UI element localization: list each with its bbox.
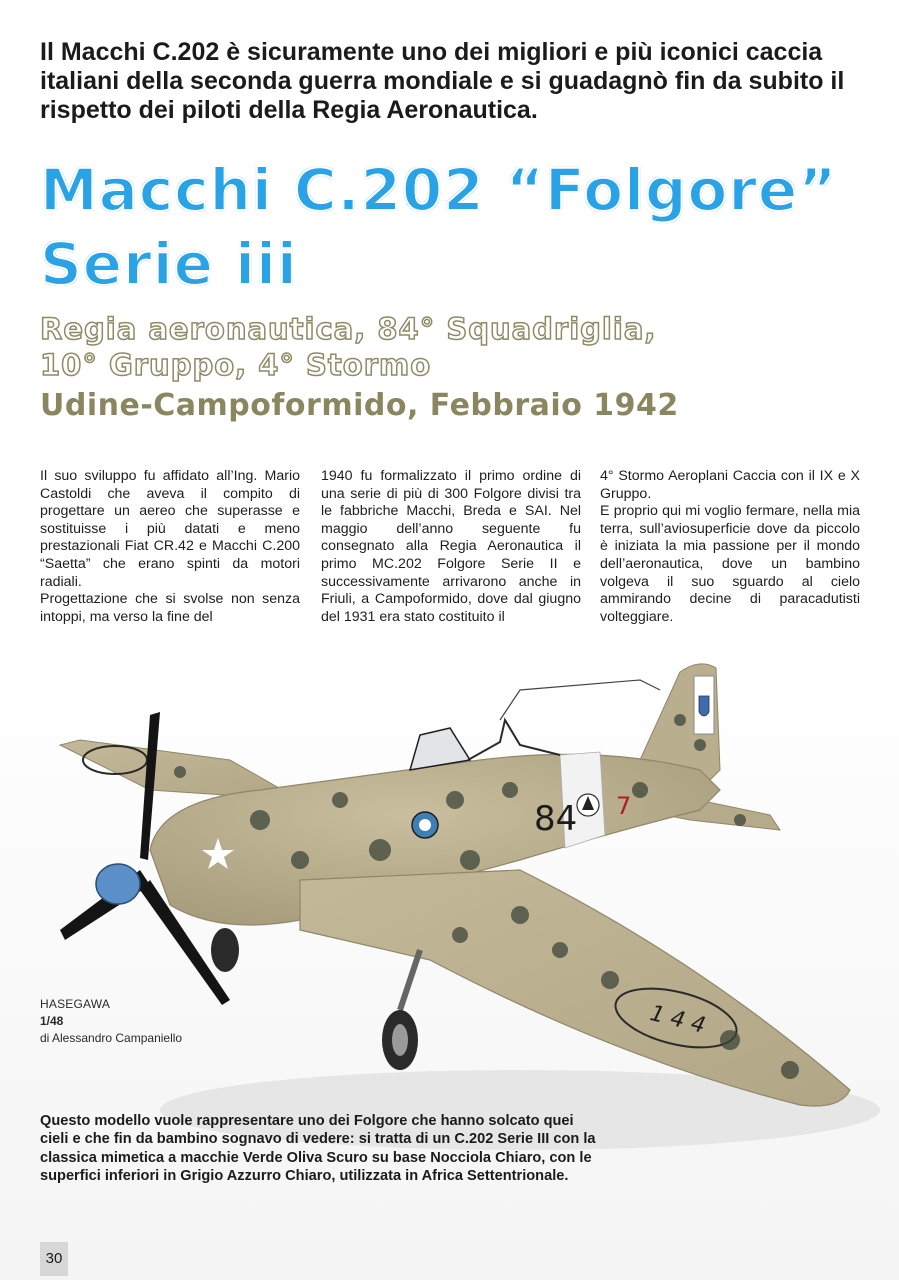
- caption-scale: 1/48: [40, 1014, 64, 1028]
- spinner: [96, 864, 140, 904]
- column-paragraph: Il suo sviluppo fu affidato all’Ing. Mario Castoldi che aveva il compito di progettare un aereo che superasse e sostituisse i più datati e meno prestazionali Fiat CR.42 e Macchi C.200 “Saetta” che erano spinti da motori radiali.: [40, 468, 300, 590]
- article-title-line-2: Serie iii: [40, 230, 298, 298]
- wing-marking: 1 4 4: [647, 1001, 708, 1039]
- intro-paragraph: Il Macchi C.202 è sicuramente uno dei migliori e più iconici caccia italiani della seconda guerra mondiale e si guadagnò fin da subito il rispetto dei piloti della Regia Aeronautica.: [40, 38, 845, 124]
- photo-description: Questo modello vuole rappresentare uno dei Folgore che hanno solcato quei cieli e che fin da bambino sognavo di vedere: si tratta di un C.202 Serie III con la classica mimetica a macchie Verde Oliva Scuro su base Nocciola Chiaro, con le superfici inferiori in Grigio Azzurro Chiaro, utilizzata in Africa Settentrionale.: [40, 1113, 596, 1185]
- tail-code: 7: [616, 792, 632, 820]
- subtitle-unit-line-2: 10° Gruppo, 4° Stormo: [40, 348, 432, 382]
- text-column-3: [600, 468, 860, 626]
- text-column-1: [40, 468, 300, 626]
- model-caption: [40, 996, 182, 1047]
- column-paragraph: 1940 fu formalizzato il primo ordine di una serie di più di 300 Folgore divisi tra le fabbriche Macchi, Breda e SAI. Nel maggio dell’anno seguente fu consegnato alla Regia Aeronautica il primo MC.202 Folgore Serie II e successivamente arrivarono anche in Friuli, a Campoformido, dove dal giugno del 1931 era stato costituito il: [321, 468, 581, 625]
- caption-brand: HASEGAWA: [40, 997, 111, 1011]
- subtitle-location-date: Udine-Campoformido, Febbraio 1942: [40, 388, 679, 423]
- text-column-2: [321, 468, 581, 626]
- page-number: 30: [40, 1242, 68, 1276]
- article-title-line-1: Macchi C.202 “Folgore”: [40, 156, 838, 224]
- caption-author: di Alessandro Campaniello: [40, 1031, 183, 1045]
- fuselage-code: 84: [534, 799, 578, 839]
- column-paragraph: E proprio qui mi voglio fermare, nella mia terra, sull’aviosuperficie dove da piccolo è iniziata la mia passione per il mondo dell’aeronautica, dove un bambino volgeva il suo sguardo al cielo ammirando decine di paracadutisti volteggiare.: [600, 503, 860, 625]
- subtitle-unit-line-1: Regia aeronautica, 84° Squadriglia,: [40, 312, 657, 346]
- column-paragraph: 4° Stormo Aeroplani Caccia con il IX e X Gruppo.: [600, 468, 860, 502]
- column-paragraph: Progettazione che si svolse non senza intoppi, ma verso la fine del: [40, 591, 300, 625]
